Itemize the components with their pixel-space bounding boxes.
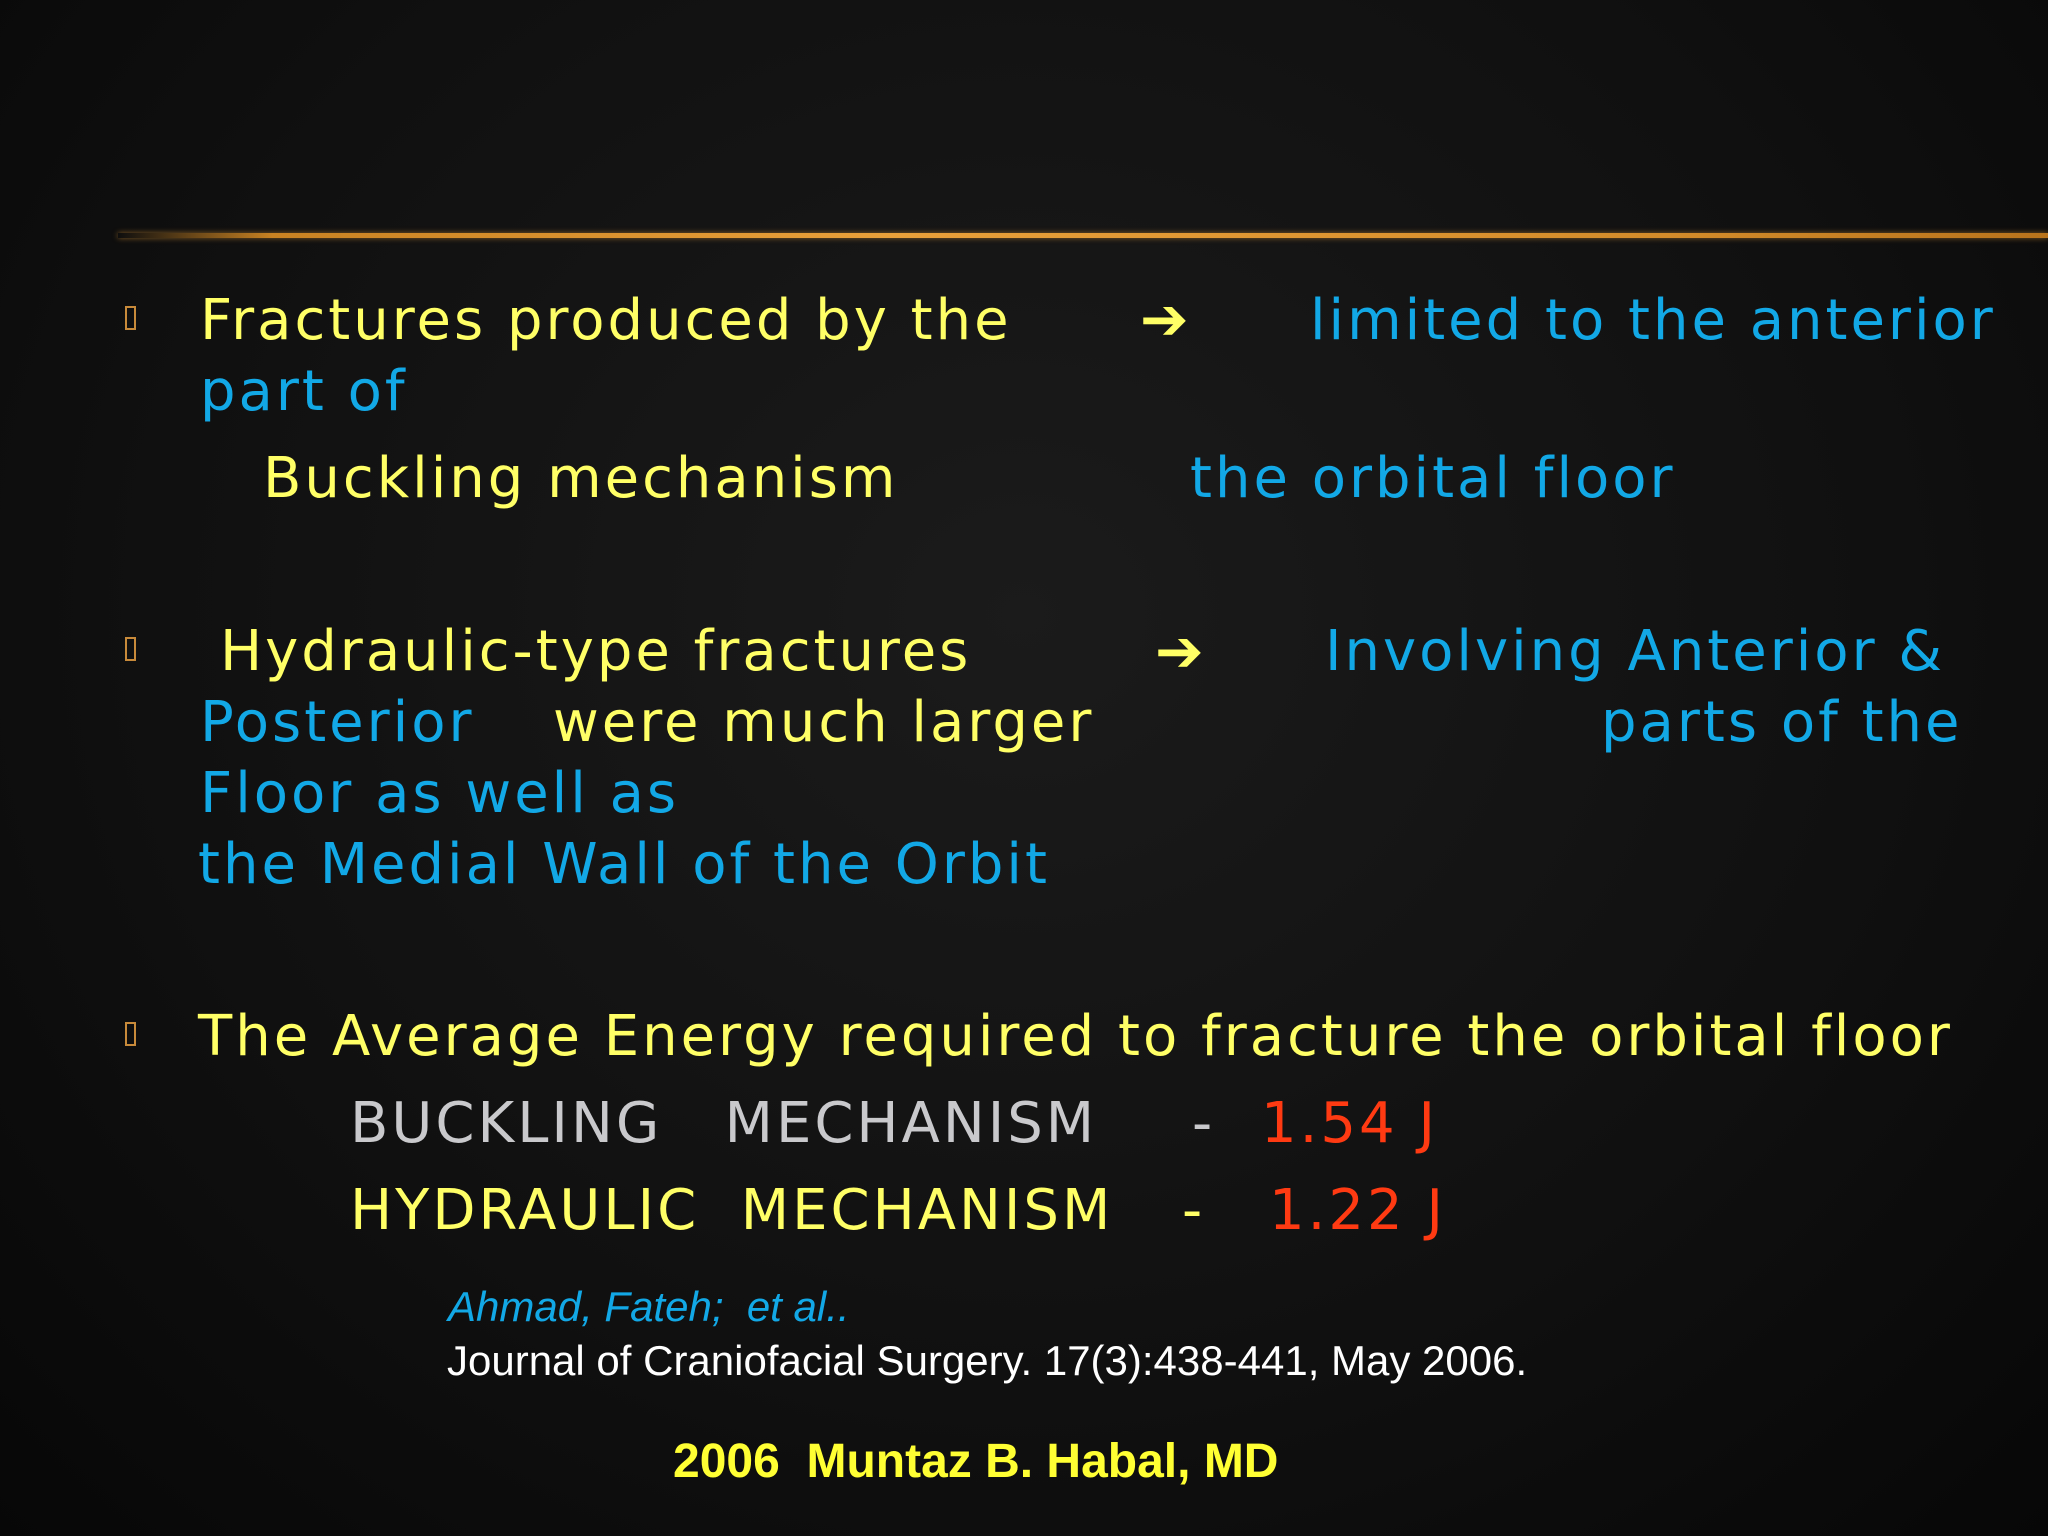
bullet2-line1-right: Involving Anterior & [1325,619,1946,684]
bullet3-line1: The Average Energy required to fracture the orbital floor [198,1004,1953,1069]
footer-credit: 2006 Muntaz B. Habal, MD [673,1435,1279,1488]
bullet2-line3: Floor as well as [200,761,680,826]
reference-journal: Journal of Craniofacial Surgery. 17(3):438-441, May 2006. [447,1337,1528,1384]
hydraulic-mechanism-label: HYDRAULIC MECHANISM [350,1178,1114,1243]
hydraulic-dash: - [1182,1178,1206,1243]
bullet1-line1-right: limited to the anterior [1310,288,1996,353]
right-arrow-icon: ➔ [1140,285,1189,353]
bullet2-line1-left: Hydraulic-type fractures [220,619,972,684]
bullet1-line2: part of [200,359,408,424]
bullet2-line2-blue: Posterior [200,690,475,755]
buckling-energy-value: 1.54 J [1261,1091,1439,1156]
bullet1-line1-left: Fractures produced by the [200,288,1012,353]
right-arrow-icon: ➔ [1155,617,1204,685]
bullet1-line3-right: the orbital floor [1190,446,1676,511]
bullet2-line2-right: parts of the [1601,690,1963,755]
bullet2-line2-yellow: were much larger [553,690,1095,755]
hydraulic-energy-value: 1.22 J [1269,1178,1447,1243]
bullet2-line4: the Medial Wall of the Orbit [198,832,1050,897]
bullet-marker-1 [125,306,136,330]
buckling-mechanism-label: BUCKLING MECHANISM [350,1091,1098,1156]
reference-authors: Ahmad, Fateh; et al.. [448,1283,850,1330]
top-divider-rule [118,233,2048,238]
bullet-marker-3 [125,1022,136,1046]
buckling-dash: - [1192,1091,1216,1156]
bullet-marker-2 [125,637,136,661]
bullet1-line3-left: Buckling mechanism [263,446,899,511]
